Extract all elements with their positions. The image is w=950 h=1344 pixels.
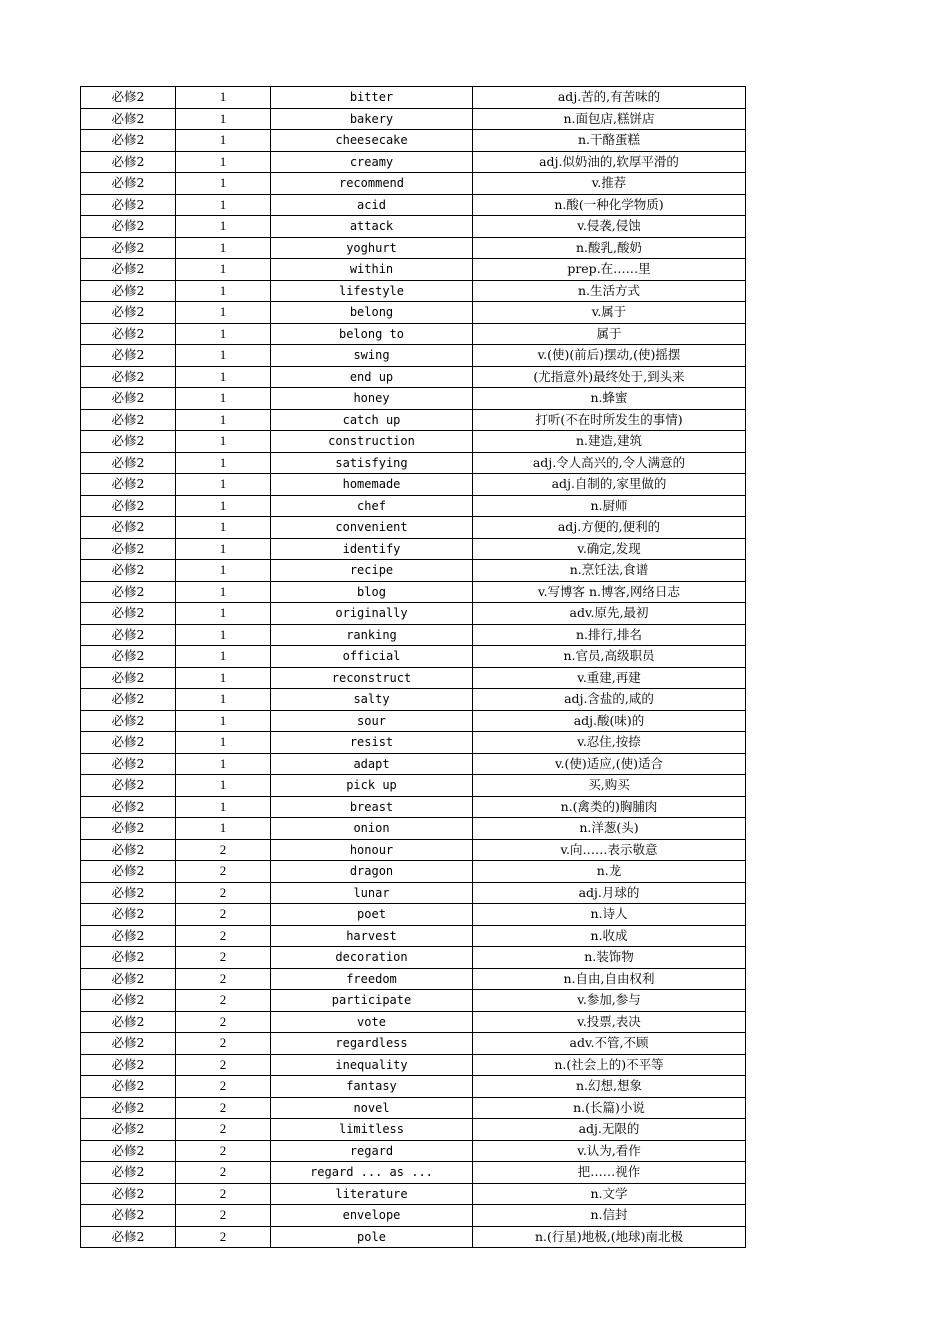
unit-cell: 1 <box>176 87 271 109</box>
meaning-cell: v.侵袭,侵蚀 <box>473 216 746 238</box>
meaning-cell: adj.含盐的,咸的 <box>473 689 746 711</box>
unit-cell: 2 <box>176 925 271 947</box>
table-row <box>81 947 746 969</box>
unit-cell: 1 <box>176 323 271 345</box>
unit-cell: 1 <box>176 710 271 732</box>
book-cell: 必修2 <box>81 517 176 539</box>
table-row <box>81 839 746 861</box>
word-cell: recipe <box>271 560 473 582</box>
book-cell: 必修2 <box>81 646 176 668</box>
book-cell: 必修2 <box>81 323 176 345</box>
word-cell: poet <box>271 904 473 926</box>
table-row <box>81 968 746 990</box>
meaning-cell: v.投票,表决 <box>473 1011 746 1033</box>
table-row <box>81 1076 746 1098</box>
unit-cell: 1 <box>176 302 271 324</box>
word-cell: honey <box>271 388 473 410</box>
word-cell: catch up <box>271 409 473 431</box>
unit-cell: 2 <box>176 1119 271 1141</box>
meaning-cell: adj.无限的 <box>473 1119 746 1141</box>
book-cell: 必修2 <box>81 151 176 173</box>
unit-cell: 2 <box>176 1076 271 1098</box>
meaning-cell: n.信封 <box>473 1205 746 1227</box>
word-cell: harvest <box>271 925 473 947</box>
meaning-cell: v.(使)(前后)摆动,(使)摇摆 <box>473 345 746 367</box>
table-row <box>81 173 746 195</box>
book-cell: 必修2 <box>81 87 176 109</box>
meaning-cell: prep.在……里 <box>473 259 746 281</box>
unit-cell: 1 <box>176 603 271 625</box>
word-cell: recommend <box>271 173 473 195</box>
meaning-cell: n.建造,建筑 <box>473 431 746 453</box>
vocabulary-table-body <box>81 87 746 1248</box>
book-cell: 必修2 <box>81 990 176 1012</box>
meaning-cell: adj.月球的 <box>473 882 746 904</box>
book-cell: 必修2 <box>81 603 176 625</box>
table-row <box>81 495 746 517</box>
table-row <box>81 1011 746 1033</box>
word-cell: pick up <box>271 775 473 797</box>
table-row <box>81 796 746 818</box>
unit-cell: 1 <box>176 452 271 474</box>
book-cell: 必修2 <box>81 194 176 216</box>
unit-cell: 2 <box>176 947 271 969</box>
book-cell: 必修2 <box>81 904 176 926</box>
unit-cell: 2 <box>176 1162 271 1184</box>
table-row <box>81 366 746 388</box>
table-row <box>81 323 746 345</box>
meaning-cell: adj.自制的,家里做的 <box>473 474 746 496</box>
word-cell: pole <box>271 1226 473 1248</box>
table-row <box>81 538 746 560</box>
word-cell: regard <box>271 1140 473 1162</box>
word-cell: inequality <box>271 1054 473 1076</box>
meaning-cell: v.重建,再建 <box>473 667 746 689</box>
book-cell: 必修2 <box>81 1119 176 1141</box>
unit-cell: 2 <box>176 1205 271 1227</box>
book-cell: 必修2 <box>81 280 176 302</box>
table-row <box>81 732 746 754</box>
word-cell: construction <box>271 431 473 453</box>
book-cell: 必修2 <box>81 925 176 947</box>
unit-cell: 1 <box>176 431 271 453</box>
table-row <box>81 603 746 625</box>
unit-cell: 1 <box>176 753 271 775</box>
table-row <box>81 1033 746 1055</box>
table-row <box>81 775 746 797</box>
book-cell: 必修2 <box>81 753 176 775</box>
meaning-cell: n.文学 <box>473 1183 746 1205</box>
word-cell: literature <box>271 1183 473 1205</box>
meaning-cell: v.确定,发现 <box>473 538 746 560</box>
table-row <box>81 560 746 582</box>
unit-cell: 1 <box>176 667 271 689</box>
meaning-cell: n.洋葱(头) <box>473 818 746 840</box>
word-cell: end up <box>271 366 473 388</box>
unit-cell: 2 <box>176 1033 271 1055</box>
word-cell: attack <box>271 216 473 238</box>
table-row <box>81 194 746 216</box>
table-row <box>81 818 746 840</box>
meaning-cell: v.(使)适应,(使)适合 <box>473 753 746 775</box>
book-cell: 必修2 <box>81 1205 176 1227</box>
book-cell: 必修2 <box>81 624 176 646</box>
meaning-cell: n.幻想,想象 <box>473 1076 746 1098</box>
meaning-cell: n.收成 <box>473 925 746 947</box>
book-cell: 必修2 <box>81 560 176 582</box>
meaning-cell: n.诗人 <box>473 904 746 926</box>
word-cell: regardless <box>271 1033 473 1055</box>
unit-cell: 2 <box>176 861 271 883</box>
word-cell: honour <box>271 839 473 861</box>
book-cell: 必修2 <box>81 1226 176 1248</box>
unit-cell: 1 <box>176 173 271 195</box>
word-cell: satisfying <box>271 452 473 474</box>
table-row <box>81 388 746 410</box>
meaning-cell: v.忍住,按捺 <box>473 732 746 754</box>
word-cell: identify <box>271 538 473 560</box>
table-row <box>81 1119 746 1141</box>
book-cell: 必修2 <box>81 538 176 560</box>
word-cell: salty <box>271 689 473 711</box>
word-cell: envelope <box>271 1205 473 1227</box>
unit-cell: 1 <box>176 495 271 517</box>
table-row <box>81 646 746 668</box>
table-row <box>81 1097 746 1119</box>
vocabulary-table <box>80 86 746 1248</box>
book-cell: 必修2 <box>81 861 176 883</box>
word-cell: fantasy <box>271 1076 473 1098</box>
table-row <box>81 259 746 281</box>
meaning-cell: 属于 <box>473 323 746 345</box>
word-cell: decoration <box>271 947 473 969</box>
book-cell: 必修2 <box>81 775 176 797</box>
book-cell: 必修2 <box>81 1140 176 1162</box>
word-cell: ranking <box>271 624 473 646</box>
unit-cell: 2 <box>176 882 271 904</box>
table-row <box>81 753 746 775</box>
unit-cell: 1 <box>176 796 271 818</box>
meaning-cell: n.蜂蜜 <box>473 388 746 410</box>
unit-cell: 1 <box>176 345 271 367</box>
book-cell: 必修2 <box>81 474 176 496</box>
meaning-cell: v.推荐 <box>473 173 746 195</box>
unit-cell: 2 <box>176 990 271 1012</box>
meaning-cell: adj.似奶油的,软厚平滑的 <box>473 151 746 173</box>
unit-cell: 1 <box>176 538 271 560</box>
meaning-cell: n.排行,排名 <box>473 624 746 646</box>
table-row <box>81 302 746 324</box>
book-cell: 必修2 <box>81 818 176 840</box>
word-cell: creamy <box>271 151 473 173</box>
meaning-cell: n.烹饪法,食谱 <box>473 560 746 582</box>
unit-cell: 1 <box>176 517 271 539</box>
unit-cell: 1 <box>176 216 271 238</box>
meaning-cell: 把……视作 <box>473 1162 746 1184</box>
meaning-cell: 买,购买 <box>473 775 746 797</box>
word-cell: limitless <box>271 1119 473 1141</box>
word-cell: originally <box>271 603 473 625</box>
unit-cell: 1 <box>176 280 271 302</box>
table-row <box>81 710 746 732</box>
table-row <box>81 1054 746 1076</box>
word-cell: bakery <box>271 108 473 130</box>
word-cell: regard ... as ... <box>271 1162 473 1184</box>
word-cell: onion <box>271 818 473 840</box>
meaning-cell: (尤指意外)最终处于,到头来 <box>473 366 746 388</box>
table-row <box>81 216 746 238</box>
book-cell: 必修2 <box>81 1162 176 1184</box>
meaning-cell: adj.酸(味)的 <box>473 710 746 732</box>
unit-cell: 2 <box>176 968 271 990</box>
word-cell: homemade <box>271 474 473 496</box>
unit-cell: 1 <box>176 194 271 216</box>
meaning-cell: n.酸(一种化学物质) <box>473 194 746 216</box>
table-row <box>81 990 746 1012</box>
unit-cell: 1 <box>176 388 271 410</box>
unit-cell: 2 <box>176 1097 271 1119</box>
unit-cell: 1 <box>176 560 271 582</box>
unit-cell: 1 <box>176 108 271 130</box>
table-row <box>81 452 746 474</box>
book-cell: 必修2 <box>81 259 176 281</box>
word-cell: bitter <box>271 87 473 109</box>
word-cell: chef <box>271 495 473 517</box>
unit-cell: 1 <box>176 581 271 603</box>
book-cell: 必修2 <box>81 302 176 324</box>
word-cell: belong to <box>271 323 473 345</box>
meaning-cell: v.参加,参与 <box>473 990 746 1012</box>
unit-cell: 1 <box>176 130 271 152</box>
book-cell: 必修2 <box>81 689 176 711</box>
book-cell: 必修2 <box>81 216 176 238</box>
meaning-cell: n.(禽类的)胸脯肉 <box>473 796 746 818</box>
book-cell: 必修2 <box>81 839 176 861</box>
meaning-cell: v.属于 <box>473 302 746 324</box>
table-row <box>81 517 746 539</box>
word-cell: yoghurt <box>271 237 473 259</box>
meaning-cell: adj.方便的,便利的 <box>473 517 746 539</box>
book-cell: 必修2 <box>81 947 176 969</box>
book-cell: 必修2 <box>81 1054 176 1076</box>
word-cell: official <box>271 646 473 668</box>
meaning-cell: v.认为,看作 <box>473 1140 746 1162</box>
table-row <box>81 667 746 689</box>
unit-cell: 1 <box>176 775 271 797</box>
unit-cell: 1 <box>176 818 271 840</box>
table-row <box>81 409 746 431</box>
unit-cell: 1 <box>176 151 271 173</box>
word-cell: sour <box>271 710 473 732</box>
meaning-cell: 打听(不在时所发生的事情) <box>473 409 746 431</box>
book-cell: 必修2 <box>81 581 176 603</box>
book-cell: 必修2 <box>81 968 176 990</box>
table-row <box>81 1205 746 1227</box>
book-cell: 必修2 <box>81 1183 176 1205</box>
table-row <box>81 1226 746 1248</box>
meaning-cell: n.(行星)地极,(地球)南北极 <box>473 1226 746 1248</box>
table-row <box>81 1162 746 1184</box>
table-row <box>81 1140 746 1162</box>
book-cell: 必修2 <box>81 667 176 689</box>
meaning-cell: n.官员,高级职员 <box>473 646 746 668</box>
table-row <box>81 345 746 367</box>
table-row <box>81 237 746 259</box>
table-row <box>81 904 746 926</box>
meaning-cell: n.厨师 <box>473 495 746 517</box>
word-cell: lifestyle <box>271 280 473 302</box>
word-cell: acid <box>271 194 473 216</box>
word-cell: convenient <box>271 517 473 539</box>
table-row <box>81 861 746 883</box>
unit-cell: 2 <box>176 1054 271 1076</box>
meaning-cell: v.写博客 n.博客,网络日志 <box>473 581 746 603</box>
word-cell: blog <box>271 581 473 603</box>
book-cell: 必修2 <box>81 796 176 818</box>
table-row <box>81 130 746 152</box>
word-cell: vote <box>271 1011 473 1033</box>
meaning-cell: v.向……表示敬意 <box>473 839 746 861</box>
unit-cell: 1 <box>176 409 271 431</box>
book-cell: 必修2 <box>81 388 176 410</box>
book-cell: 必修2 <box>81 130 176 152</box>
unit-cell: 1 <box>176 689 271 711</box>
unit-cell: 1 <box>176 474 271 496</box>
word-cell: adapt <box>271 753 473 775</box>
book-cell: 必修2 <box>81 1033 176 1055</box>
meaning-cell: n.装饰物 <box>473 947 746 969</box>
meaning-cell: n.酸乳,酸奶 <box>473 237 746 259</box>
unit-cell: 2 <box>176 904 271 926</box>
table-row <box>81 689 746 711</box>
table-row <box>81 280 746 302</box>
book-cell: 必修2 <box>81 452 176 474</box>
unit-cell: 2 <box>176 1140 271 1162</box>
word-cell: freedom <box>271 968 473 990</box>
unit-cell: 1 <box>176 366 271 388</box>
meaning-cell: n.面包店,糕饼店 <box>473 108 746 130</box>
book-cell: 必修2 <box>81 1011 176 1033</box>
book-cell: 必修2 <box>81 409 176 431</box>
unit-cell: 2 <box>176 1011 271 1033</box>
table-row <box>81 581 746 603</box>
word-cell: belong <box>271 302 473 324</box>
book-cell: 必修2 <box>81 108 176 130</box>
word-cell: novel <box>271 1097 473 1119</box>
table-row <box>81 431 746 453</box>
unit-cell: 1 <box>176 624 271 646</box>
unit-cell: 1 <box>176 259 271 281</box>
meaning-cell: n.生活方式 <box>473 280 746 302</box>
word-cell: participate <box>271 990 473 1012</box>
book-cell: 必修2 <box>81 173 176 195</box>
meaning-cell: n.龙 <box>473 861 746 883</box>
book-cell: 必修2 <box>81 710 176 732</box>
meaning-cell: adj.苦的,有苦味的 <box>473 87 746 109</box>
book-cell: 必修2 <box>81 1076 176 1098</box>
table-row <box>81 108 746 130</box>
meaning-cell: n.(社会上的)不平等 <box>473 1054 746 1076</box>
word-cell: resist <box>271 732 473 754</box>
unit-cell: 2 <box>176 1183 271 1205</box>
meaning-cell: adv.不管,不顾 <box>473 1033 746 1055</box>
meaning-cell: adj.令人高兴的,令人满意的 <box>473 452 746 474</box>
book-cell: 必修2 <box>81 345 176 367</box>
meaning-cell: n.干酪蛋糕 <box>473 130 746 152</box>
book-cell: 必修2 <box>81 366 176 388</box>
meaning-cell: n.(长篇)小说 <box>473 1097 746 1119</box>
table-row <box>81 1183 746 1205</box>
meaning-cell: n.自由,自由权利 <box>473 968 746 990</box>
book-cell: 必修2 <box>81 237 176 259</box>
word-cell: dragon <box>271 861 473 883</box>
meaning-cell: adv.原先,最初 <box>473 603 746 625</box>
table-row <box>81 925 746 947</box>
word-cell: breast <box>271 796 473 818</box>
book-cell: 必修2 <box>81 495 176 517</box>
word-cell: within <box>271 259 473 281</box>
word-cell: lunar <box>271 882 473 904</box>
table-row <box>81 882 746 904</box>
book-cell: 必修2 <box>81 431 176 453</box>
table-row <box>81 624 746 646</box>
book-cell: 必修2 <box>81 882 176 904</box>
word-cell: reconstruct <box>271 667 473 689</box>
table-row <box>81 87 746 109</box>
table-row <box>81 151 746 173</box>
unit-cell: 1 <box>176 237 271 259</box>
table-row <box>81 474 746 496</box>
book-cell: 必修2 <box>81 1097 176 1119</box>
unit-cell: 1 <box>176 646 271 668</box>
word-cell: cheesecake <box>271 130 473 152</box>
unit-cell: 2 <box>176 1226 271 1248</box>
unit-cell: 2 <box>176 839 271 861</box>
word-cell: swing <box>271 345 473 367</box>
book-cell: 必修2 <box>81 732 176 754</box>
unit-cell: 1 <box>176 732 271 754</box>
